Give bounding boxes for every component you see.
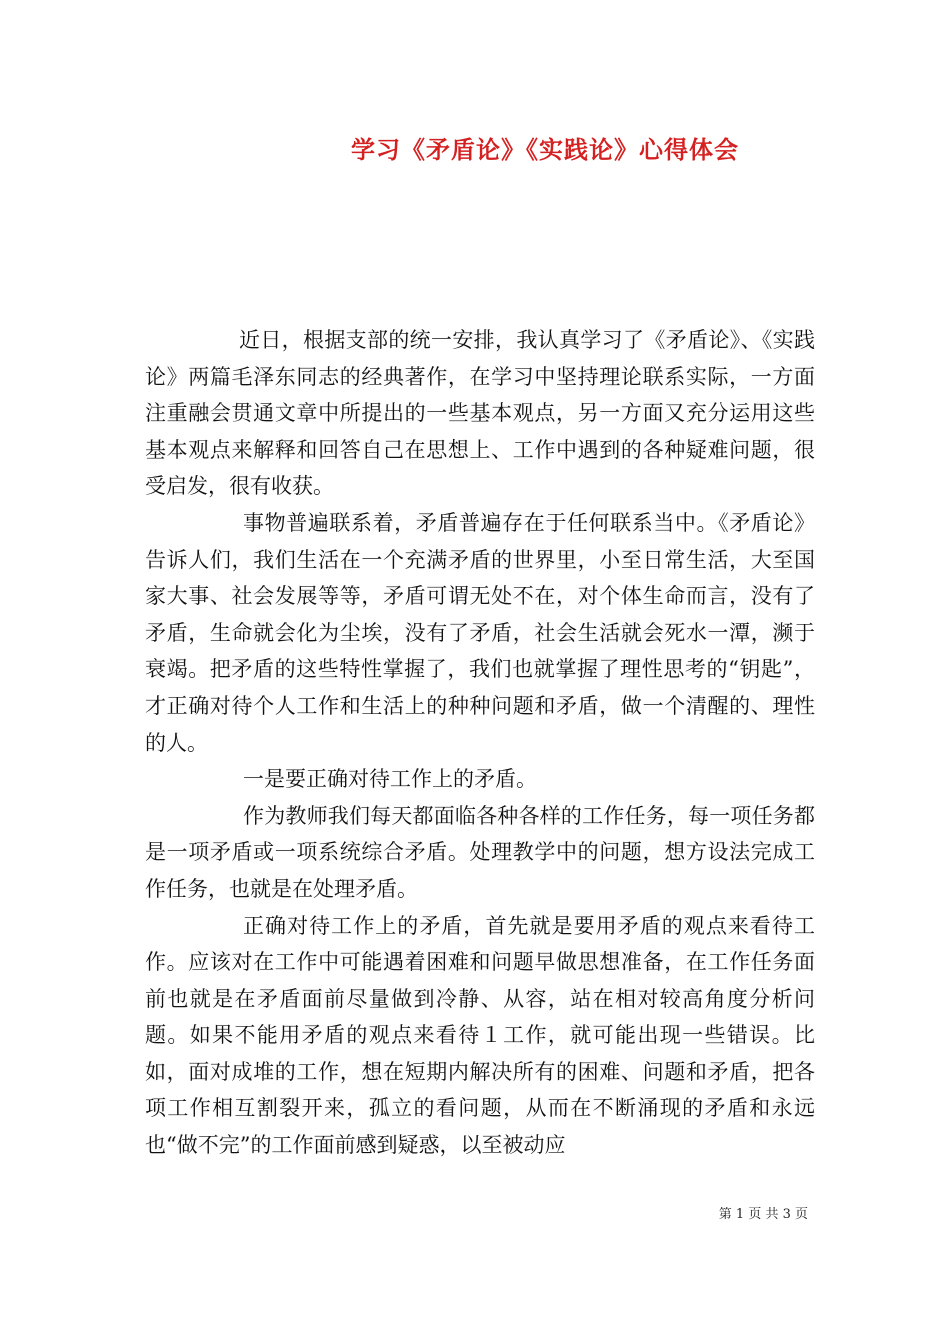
document-title: 学习《矛盾论》《实践论》心得体会 xyxy=(351,135,739,164)
paragraph-1: 近日，根据支部的统一安排，我认真学习了《矛盾论》、《实践论》两篇毛泽东同志的经典著作，在学习中坚持理论联系实际，一方面注重融会贯通文章中所提出的一些基本观点，另一方面又充分运用这些基本观点来解释和回答自己在思想上、工作中遇到的各种疑难问题，很受启发，很有收获。 xyxy=(145,328,815,499)
paragraph-3: 一是要正确对待工作上的矛盾。 xyxy=(243,767,537,792)
paragraph-5: 正确对待工作上的矛盾，首先就是要用矛盾的观点来看待工作。应该对在工作中可能遇着困难和问题早做思想准备，在工作任务面前也就是在矛盾面前尽量做到冷静、从容，站在相对较高角度分析问题。如果不能用矛盾的观点来看待１工作，就可能出现一些错误。比如，面对成堆的工作，想在短期内解决所有的困难、问题和矛盾，把各项工作相互割裂开来，孤立的看问题，从而在不断涌现的矛盾和永远也“做不完”的工作面前感到疑惑，以至被动应 xyxy=(145,913,815,1158)
page-number-footer: 第 1 页 共 3 页 xyxy=(718,1207,808,1222)
paragraph-2: 事物普遍联系着，矛盾普遍存在于任何联系当中。《矛盾论》告诉人们，我们生活在一个充满矛盾的世界里，小至日常生活，大至国家大事、社会发展等等，矛盾可谓无处不在，对个体生命而言，没有了矛盾，生命就会化为尘埃，没有了矛盾，社会生活就会死水一潭，濒于衰竭。把矛盾的这些特性掌握了，我们也就掌握了理性思考的“钥匙”，才正确对待个人工作和生活上的种种问题和矛盾，做一个清醒的、理性的人。 xyxy=(145,510,815,755)
paragraph-4: 作为教师我们每天都面临各种各样的工作任务，每一项任务都是一项矛盾或一项系统综合矛盾。处理教学中的问题，想方设法完成工作任务，也就是在处理矛盾。 xyxy=(145,803,815,901)
document-body xyxy=(145,322,815,1164)
